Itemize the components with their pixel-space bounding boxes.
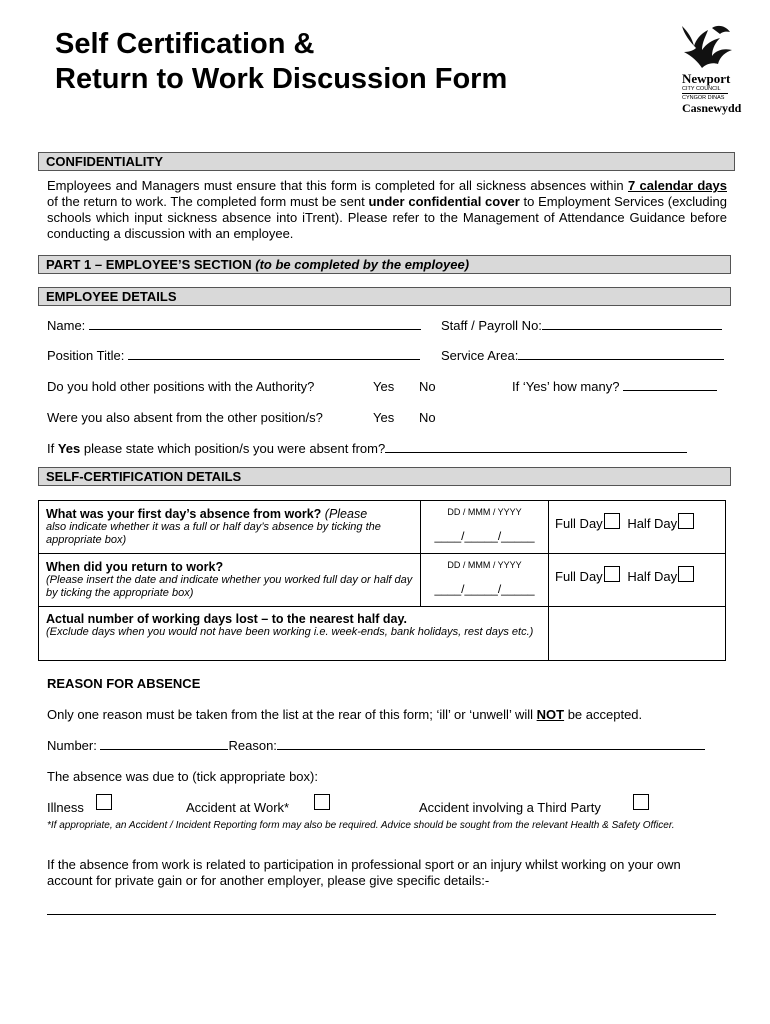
which-position-row	[47, 441, 687, 457]
self-cert-heading: SELF-CERTIFICATION DETAILS	[38, 467, 731, 486]
name-row	[47, 318, 421, 334]
accident-work-label: Accident at Work*	[186, 800, 290, 815]
name-field[interactable]	[89, 318, 421, 330]
logo-divider	[682, 93, 728, 94]
accident-work-option	[186, 800, 289, 816]
staff-payroll-field[interactable]	[542, 318, 722, 330]
part1-heading	[38, 255, 731, 274]
return-date-format: DD / MMM / YYYY	[447, 560, 522, 570]
conf-text-5: to Employment Services (excluding schools which input sickness absence into iTrent). Please refer to the Management of Attendance Guidance before conducting a discussion with an employee.	[47, 194, 727, 241]
number-label: Number:	[47, 738, 97, 753]
only-one-reason-text: Only one reason must be taken from the list at the rear of this form; ‘ill’ or ‘unwell’ will	[47, 707, 537, 722]
service-row	[441, 348, 724, 364]
return-question: When did you return to work?	[46, 560, 224, 574]
return-date-cell[interactable]	[421, 554, 549, 607]
first-day-full-day-checkbox[interactable]	[604, 513, 620, 529]
days-lost-row	[39, 607, 726, 661]
service-area-field[interactable]	[518, 348, 724, 360]
service-label: Service Area:	[441, 348, 519, 363]
position-label: Position Title:	[47, 348, 125, 363]
days-lost-question-cell	[39, 607, 549, 661]
absent-other-question: Were you also absent from the other position/s?	[47, 410, 323, 425]
illness-checkbox[interactable]	[96, 794, 112, 810]
first-day-question-note-start: (Please	[324, 507, 368, 521]
logo-name-casnewydd: Casnewydd	[682, 101, 742, 115]
staff-label: Staff / Payroll No:	[441, 318, 542, 333]
confidentiality-text	[47, 178, 727, 242]
reason-field[interactable]	[277, 738, 705, 750]
how-many-field[interactable]	[623, 379, 717, 391]
only-one-reason	[47, 707, 642, 723]
which-position-field[interactable]	[385, 441, 687, 453]
logo-name-cyngor-dinas: CYNGOR DINAS	[682, 95, 725, 101]
days-lost-note: (Exclude days when you would not have been working i.e. week-ends, bank holidays, rest days etc.)	[46, 626, 534, 638]
reason-heading: REASON FOR ABSENCE	[47, 676, 201, 691]
newport-logo	[672, 22, 742, 122]
return-row	[39, 554, 726, 607]
number-field[interactable]	[100, 738, 228, 750]
how-many-row	[512, 379, 717, 395]
accident-third-label: Accident involving a Third Party	[419, 800, 601, 815]
which-position-if: If	[47, 441, 58, 456]
which-position-yes: Yes	[57, 441, 81, 456]
sport-details-field[interactable]	[47, 914, 716, 915]
employee-details-heading: EMPLOYEE DETAILS	[38, 287, 731, 306]
return-date-field[interactable]: ____/_____/_____	[434, 582, 535, 596]
confidentiality-heading: CONFIDENTIALITY	[38, 152, 735, 171]
return-full-day-label: Full Day	[555, 569, 603, 584]
part1-heading-text: PART 1 – EMPLOYEE’S SECTION	[46, 257, 256, 272]
name-label: Name:	[47, 318, 86, 333]
illness-option	[47, 800, 84, 816]
conf-text-3: of the return to work. The completed form must be sent	[47, 194, 369, 209]
days-lost-field[interactable]	[549, 607, 726, 661]
return-full-day-checkbox[interactable]	[604, 566, 620, 582]
accident-third-checkbox[interactable]	[633, 794, 649, 810]
accident-third-option	[419, 800, 601, 816]
conf-text-cover: under confidential cover	[368, 194, 520, 209]
conf-text-7-days: 7 calendar days	[627, 178, 727, 193]
absent-other-yes[interactable]: Yes	[373, 410, 395, 425]
return-question-cell	[39, 554, 421, 607]
other-positions-question: Do you hold other positions with the Authority?	[47, 379, 315, 394]
dragon-emblem-icon	[672, 22, 738, 72]
number-reason-row	[47, 738, 705, 754]
reason-label: Reason:	[228, 738, 277, 753]
return-note: (Please insert the date and indicate whether you worked full day or half day by ticking the appropriate box)	[46, 574, 413, 599]
part1-heading-note: (to be completed by the employee)	[255, 257, 470, 272]
return-half-day-label: Half Day	[627, 569, 678, 584]
position-row	[47, 348, 420, 364]
return-duration-cell	[549, 554, 726, 607]
logo-name-city-council: CITY COUNCIL	[682, 86, 721, 92]
other-positions-no[interactable]: No	[419, 379, 436, 394]
how-many-label: If ‘Yes’ how many?	[512, 379, 620, 394]
sport-details-text: If the absence from work is related to participation in professional sport or an injury whilst working on your own account for private gain or for another employer, please give specific details:-	[47, 857, 681, 888]
first-day-question-cell	[39, 501, 421, 554]
accident-footnote: *If appropriate, an Accident / Incident Reporting form may also be required. Advice should be sought from the relevant Health & Safety Officer.	[47, 820, 675, 831]
return-half-day-checkbox[interactable]	[678, 566, 694, 582]
first-day-row	[39, 501, 726, 554]
logo-name-newport: Newport	[682, 71, 731, 86]
which-position-text: please state which position/s you were absent from?	[80, 441, 386, 456]
first-day-date-cell[interactable]	[421, 501, 549, 554]
first-day-date-format: DD / MMM / YYYY	[447, 507, 522, 517]
absence-due-label: The absence was due to (tick appropriate box):	[47, 769, 318, 784]
conf-text-1: Employees and Managers must ensure that this form is completed for all sickness absences within	[47, 178, 628, 193]
first-day-question	[46, 507, 414, 521]
other-positions-yes[interactable]: Yes	[373, 379, 395, 394]
first-day-question-text: What was your first day’s absence from work?	[46, 507, 325, 521]
first-day-note: also indicate whether it was a full or half day’s absence by ticking the appropriate box)	[46, 521, 381, 546]
first-day-half-day-label: Half Day	[627, 516, 678, 531]
position-title-field[interactable]	[128, 348, 420, 360]
only-one-reason-not: NOT	[536, 707, 565, 722]
only-one-reason-end: be accepted.	[564, 707, 643, 722]
form-title-line1: Self Certification &	[55, 28, 315, 60]
accident-work-checkbox[interactable]	[314, 794, 330, 810]
first-day-duration-cell	[549, 501, 726, 554]
self-cert-table	[38, 500, 726, 661]
first-day-half-day-checkbox[interactable]	[678, 513, 694, 529]
days-lost-question: Actual number of working days lost – to the nearest half day.	[46, 612, 407, 626]
illness-label: Illness	[47, 800, 84, 815]
first-day-full-day-label: Full Day	[555, 516, 603, 531]
staff-row	[441, 318, 722, 334]
absent-other-no[interactable]: No	[419, 410, 436, 425]
first-day-date-field[interactable]: ____/_____/_____	[434, 529, 535, 543]
form-title-line2: Return to Work Discussion Form	[55, 63, 508, 95]
